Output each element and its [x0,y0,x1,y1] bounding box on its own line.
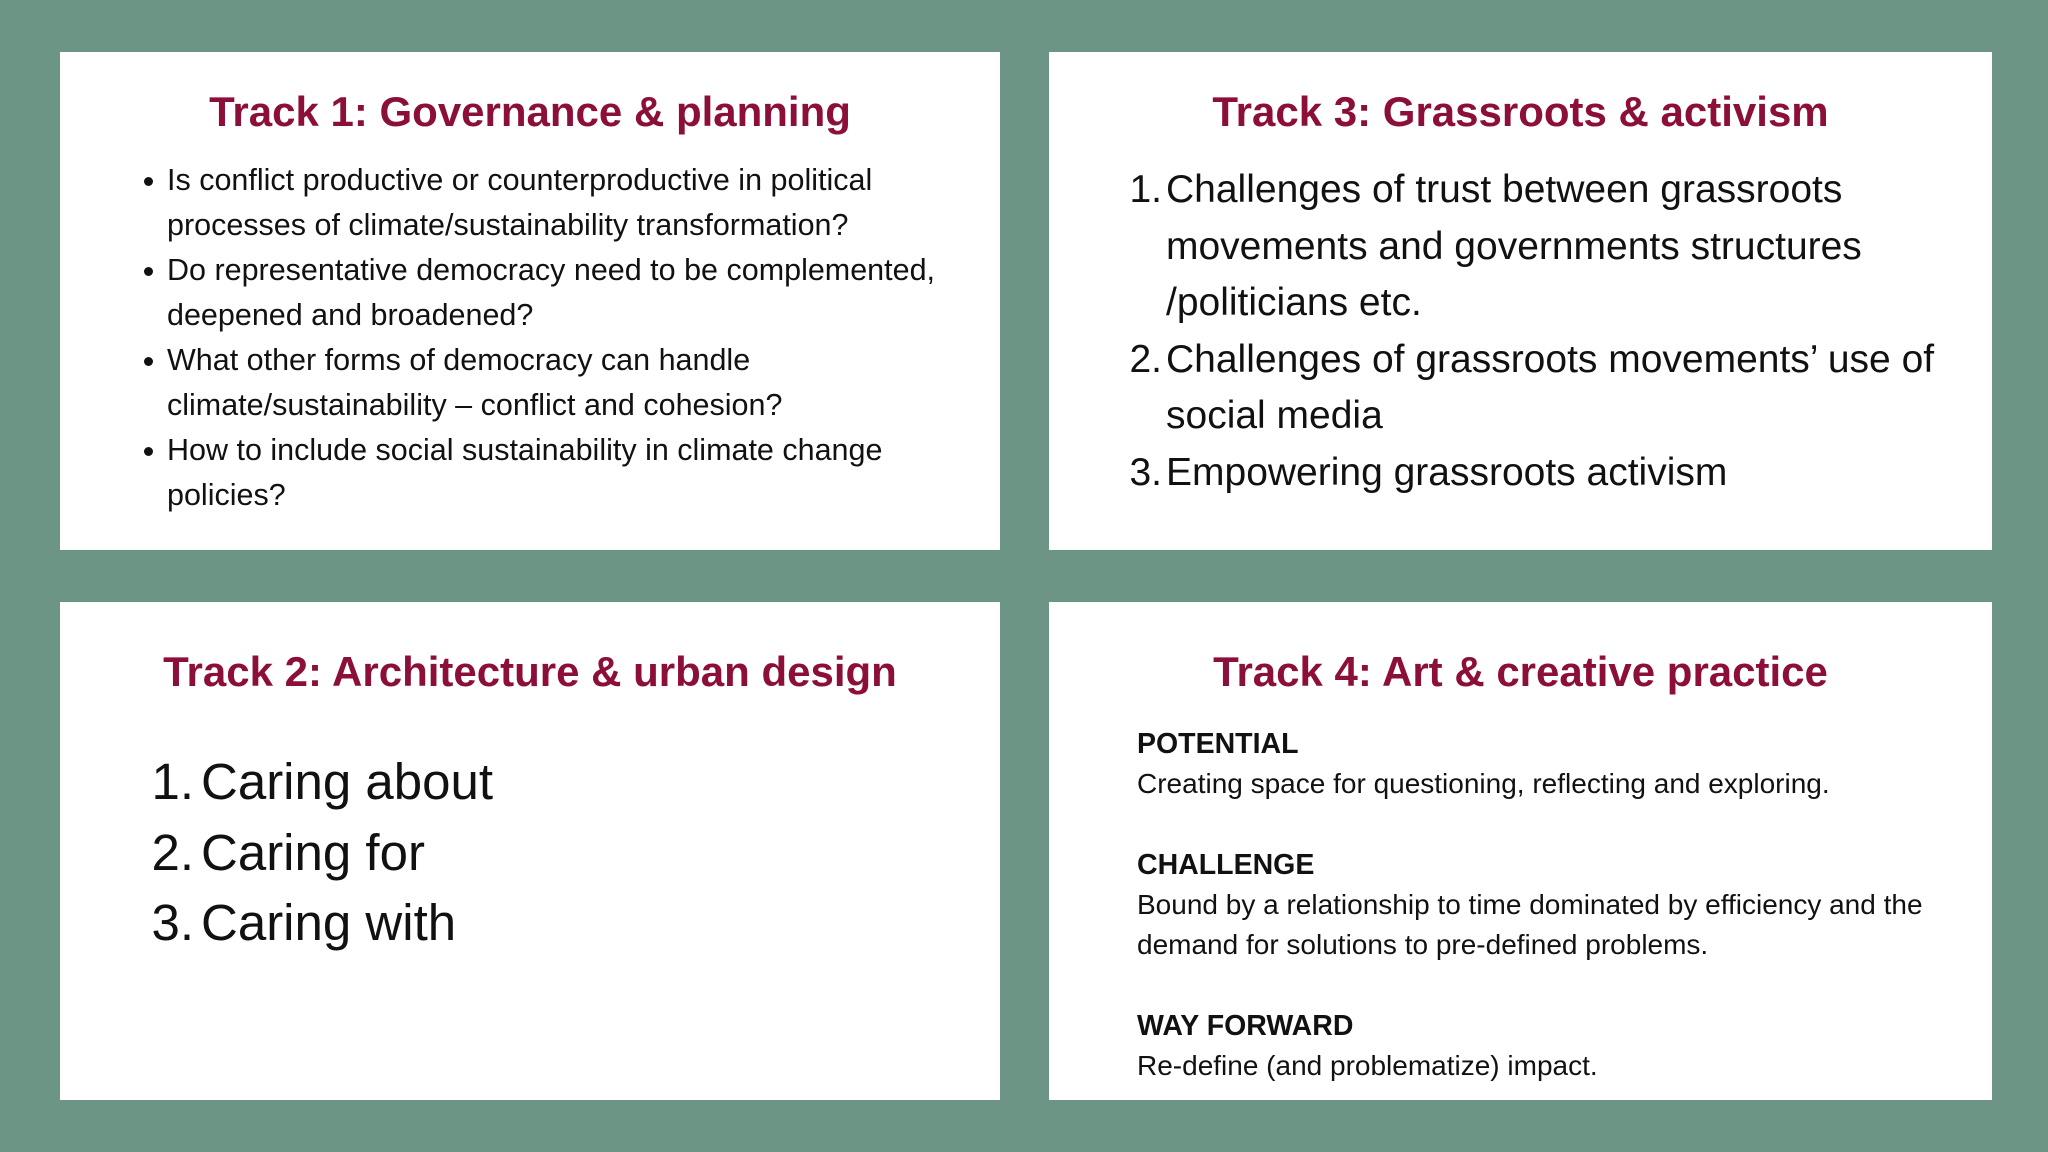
item-text: Challenges of trust between grassroots movements and governments structures /politicians etc. [1166,168,1862,324]
track-2-card [60,602,1000,1100]
track-1-bullet-list [167,158,992,518]
section-way-forward [1137,1006,1967,1086]
bullet-item [167,428,992,518]
section-challenge [1137,845,1967,965]
bullet-dot-icon [144,447,153,456]
track-3-card [1049,52,1992,550]
bullet-dot-icon [144,177,153,186]
section-heading: POTENTIAL [1137,728,1299,760]
bullet-item [167,338,992,428]
section-text: Re-define (and problematize) impact. [1137,1050,1598,1081]
section-text: Bound by a relationship to time dominated by efficiency and the demand for solutions to pre-defined problems. [1137,889,1923,960]
bullet-text: Do representative democracy need to be complemented, deepened and broadened? [167,253,936,332]
section-potential [1137,724,1967,804]
bullet-item [167,158,992,248]
item-text: Empowering grassroots activism [1166,450,1728,494]
track-1-title: Track 1: Governance & planning [209,88,851,135]
track-3-numbered-list [1129,162,1966,501]
item-number: 3. [1129,450,1162,494]
bullet-dot-icon [144,357,153,366]
bullet-text: How to include social sustainability in climate change policies? [167,433,883,512]
item-number: 1. [1129,168,1162,211]
track-1-card [60,52,1000,550]
list-item [151,818,901,889]
item-text: Caring for [201,823,425,881]
item-text: Challenges of grassroots movements’ use of social media [1166,337,1935,437]
track-2-title: Track 2: Architecture & urban design [163,648,897,695]
section-text: Creating space for questioning, reflecting and exploring. [1137,768,1830,799]
list-item [1129,332,1966,445]
item-number: 1. [151,753,194,810]
section-heading: CHALLENGE [1137,849,1315,881]
bullet-text: What other forms of democracy can handle climate/sustainability – conflict and cohesion? [167,343,783,422]
track-2-numbered-list [151,747,901,959]
list-item [1129,445,1966,502]
track-4-title: Track 4: Art & creative practice [1213,648,1828,695]
item-text: Caring about [201,753,494,810]
section-heading: WAY FORWARD [1137,1010,1354,1042]
track-3-title: Track 3: Grassroots & activism [1212,88,1829,135]
item-number: 2. [151,823,194,881]
item-number: 3. [151,894,194,951]
track-4-sections [1137,724,1967,1127]
item-number: 2. [1129,337,1162,381]
track-4-card [1049,602,1992,1100]
list-item [151,888,901,959]
list-item [151,747,901,818]
bullet-dot-icon [144,267,153,276]
bullet-item [167,248,992,338]
bullet-text: Is conflict productive or counterproductive in political processes of climate/sustainability transformation? [167,163,873,242]
item-text: Caring with [201,894,457,951]
list-item [1129,162,1966,332]
